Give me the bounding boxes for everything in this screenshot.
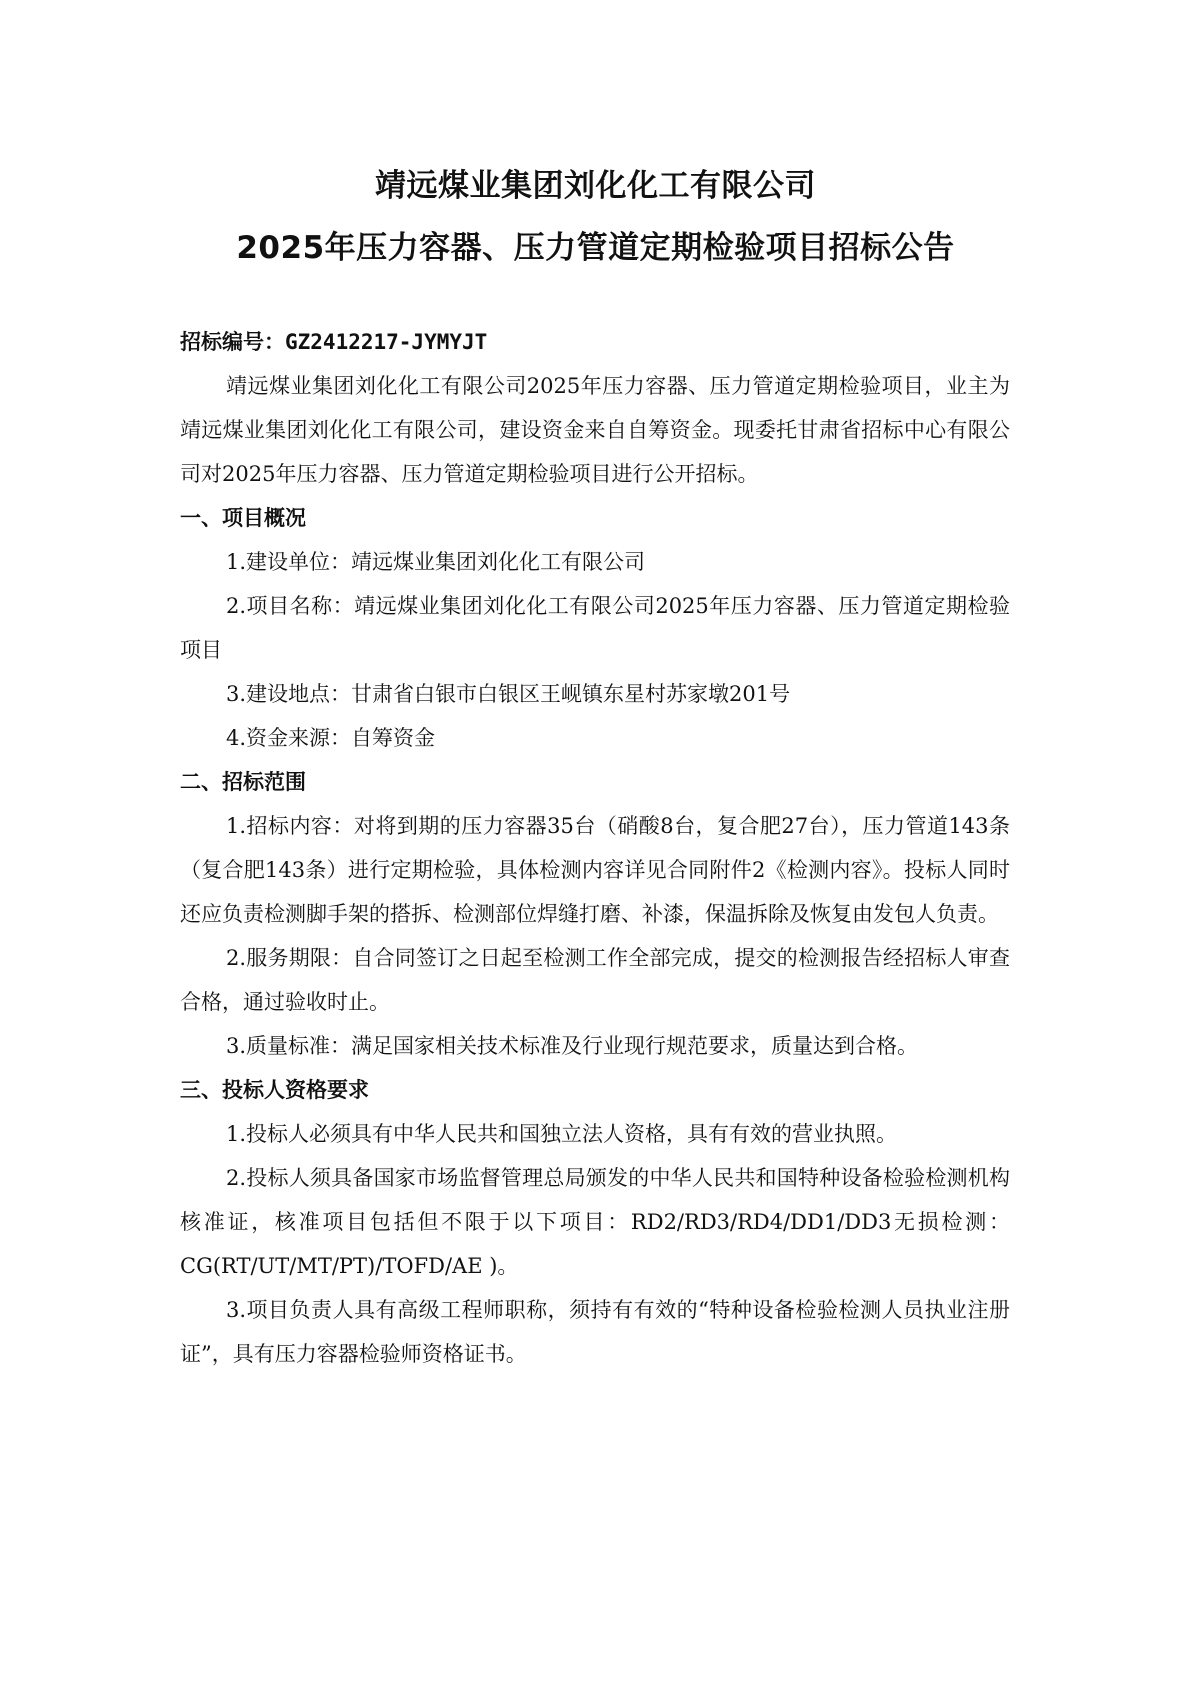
bid-number: GZ2412217-JYMYJT <box>285 330 488 354</box>
overview-item: 4.资金来源：自筹资金 <box>226 726 436 750</box>
section-heading-qualifications: 三、投标人资格要求 <box>180 1078 369 1102</box>
qualification-item: 1.投标人必须具有中华人民共和国独立法人资格，具有有效的营业执照。 <box>226 1122 898 1146</box>
scope-item: 1.招标内容：对将到期的压力容器35台（硝酸8台，复合肥27台），压力管道143条（复合肥143条）进行定期检验，具体检测内容详见合同附件2《检测内容》。投标人同时还应负责检测脚手架的搭拆、检测部位焊缝打磨、补漆，保温拆除及恢复由发包人负责。 <box>180 814 1010 926</box>
qualification-item: 2.投标人须具备国家市场监督管理总局颁发的中华人民共和国特种设备检验检测机构核准证，核准项目包括但不限于以下项目：RD2/RD3/RD4/DD1/DD3无损检测：CG(RT/UT/MT/PT)/TOFD/AE )。 <box>180 1166 1010 1278</box>
bid-number-line <box>180 320 1010 364</box>
section-heading-scope: 二、招标范围 <box>180 770 306 794</box>
overview-item: 3.建设地点：甘肃省白银市白银区王岘镇东星村苏家墩201号 <box>226 682 791 706</box>
overview-item: 1.建设单位：靖远煤业集团刘化化工有限公司 <box>226 550 646 574</box>
document-title-line1: 靖远煤业集团刘化化工有限公司 <box>375 168 816 204</box>
section-heading-overview: 一、项目概况 <box>180 506 306 530</box>
document-body <box>180 320 1010 1376</box>
overview-item: 2.项目名称：靖远煤业集团刘化化工有限公司2025年压力容器、压力管道定期检验项目 <box>180 594 1010 662</box>
qualification-item: 3.项目负责人具有高级工程师职称，须持有有效的“特种设备检验检测人员执业注册证”，具有压力容器检验师资格证书。 <box>180 1298 1010 1366</box>
bid-number-label: 招标编号： <box>180 330 285 354</box>
intro-paragraph: 靖远煤业集团刘化化工有限公司2025年压力容器、压力管道定期检验项目，业主为靖远煤业集团刘化化工有限公司，建设资金来自自筹资金。现委托甘肃省招标中心有限公司对2025年压力容器、压力管道定期检验项目进行公开招标。 <box>180 374 1010 486</box>
scope-item: 3.质量标准：满足国家相关技术标准及行业现行规范要求，质量达到合格。 <box>226 1034 919 1058</box>
document-title-line2: 2025年压力容器、压力管道定期检验项目招标公告 <box>236 230 955 266</box>
scope-item: 2.服务期限：自合同签订之日起至检测工作全部完成，提交的检测报告经招标人审查合格，通过验收时止。 <box>180 946 1010 1014</box>
